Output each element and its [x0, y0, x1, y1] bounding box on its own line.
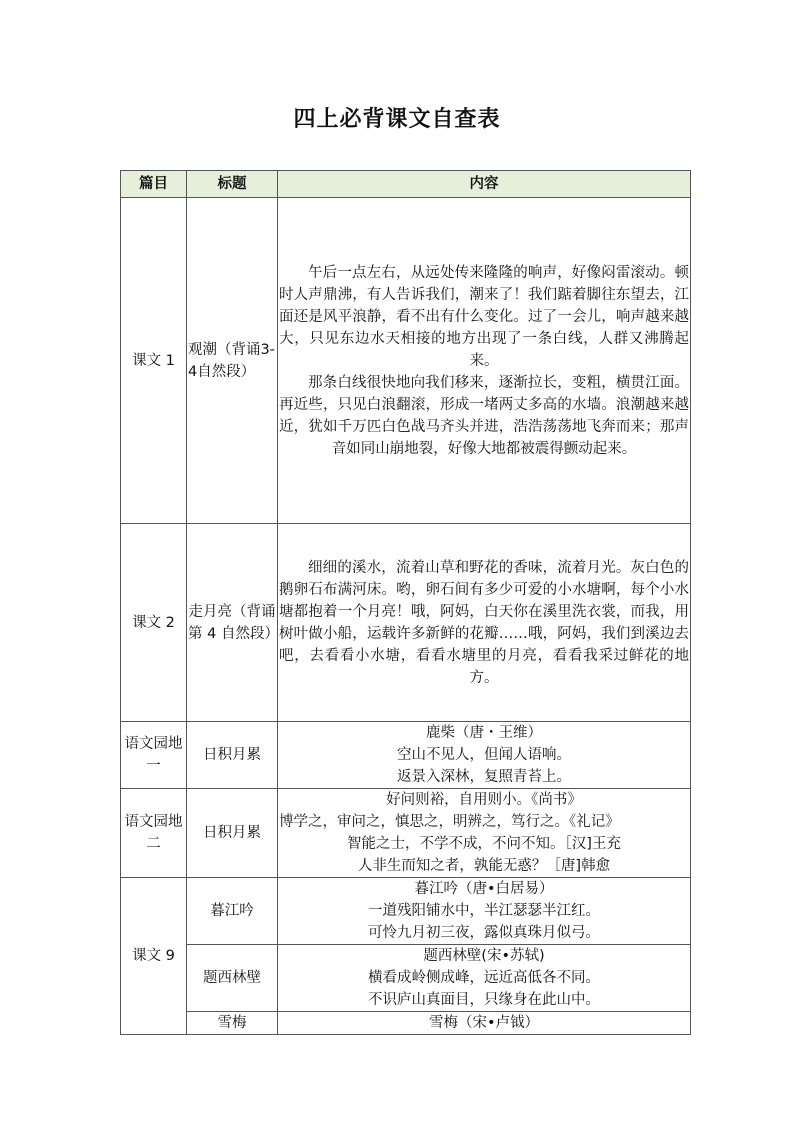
title-cell: 日积月累 — [187, 722, 278, 789]
checklist-table — [120, 170, 691, 1035]
header-title: 标题 — [187, 171, 278, 198]
poem-line: 可怜九月初三夜，露似真珠月似弓。 — [368, 925, 600, 941]
page-title: 四上必背课文自查表 — [293, 107, 501, 132]
title-cell: 观潮（背诵3-4自然段） — [187, 198, 278, 524]
content-cell — [278, 198, 691, 524]
title-cell: 走月亮（背诵第 4 自然段） — [187, 524, 278, 722]
poem-line: 不识庐山真面目，只缘身在此山中。 — [368, 992, 600, 1008]
title-cell: 题西林壁 — [187, 945, 278, 1012]
header-section: 篇目 — [121, 171, 187, 198]
poem-line: 返景入深林，复照青苔上。 — [397, 769, 571, 785]
quote-line: 博学之，审问之，慎思之，明辨之，笃行之。《礼记》 — [279, 814, 620, 830]
poem-line: 一道残阳铺水中，半江瑟瑟半江红。 — [368, 903, 600, 919]
title-cell: 雪梅 — [187, 1012, 278, 1035]
table-row — [121, 1012, 691, 1035]
section-cell: 语文园地二 — [121, 789, 187, 878]
poem-title: 题西林壁(宋•苏轼) — [423, 948, 545, 964]
quote-line: 智能之士，不学不成，不问不知。［汉]王充 — [347, 836, 621, 852]
quote-line: 人非生而知之者，孰能无惑？［唐]韩愈 — [357, 858, 611, 874]
quote-line: 好问则裕，自用则小。《尚书》 — [386, 792, 582, 808]
section-cell: 课文 1 — [121, 198, 187, 524]
section-cell: 课文 2 — [121, 524, 187, 722]
table-row — [121, 198, 691, 524]
content-cell — [278, 1012, 691, 1035]
table-header-row — [121, 171, 691, 198]
table-row — [121, 945, 691, 1012]
passage-paragraph: 午后一点左右，从远处传来隆隆的响声，好像闷雷滚动。顿时人声鼎沸，有人告诉我们，潮来了！我们踮着脚往东望去，江面还是风平浪静，看不出有什么变化。过了一会儿，响声越来越大，只见东边水天相接的地方出现了一条白线，人群又沸腾起来。 — [279, 264, 689, 369]
poem-title: 鹿柴（唐・王维） — [426, 725, 542, 741]
content-cell — [278, 789, 691, 878]
title-cell: 暮江吟 — [187, 878, 278, 945]
table-row — [121, 524, 691, 722]
table-row — [121, 789, 691, 878]
content-cell — [278, 878, 691, 945]
content-cell — [278, 945, 691, 1012]
section-cell: 课文 9 — [121, 878, 187, 1035]
table-row — [121, 878, 691, 945]
poem-title: 雪梅（宋•卢钺） — [428, 1015, 540, 1031]
passage-paragraph: 那条白线很快地向我们移来，逐渐拉长，变粗，横贯江面。再近些，只见白浪翻滚，形成一堵两丈多高的水墙。浪潮越来越近，犹如千万匹白色战马齐头并进，浩浩荡荡地飞奔而来；那声音如同山崩地裂，好像大地都被震得颤动起来。 — [279, 374, 689, 457]
poem-line: 空山不见人，但闻人语响。 — [397, 747, 571, 763]
header-content: 内容 — [278, 171, 691, 198]
content-cell — [278, 524, 691, 722]
title-cell: 日积月累 — [187, 789, 278, 878]
content-cell — [278, 722, 691, 789]
poem-title: 暮江吟（唐•白居易） — [414, 881, 554, 897]
poem-line: 横看成岭侧成峰，远近高低各不同。 — [368, 970, 600, 986]
passage-paragraph: 细细的溪水，流着山草和野花的香味，流着月光。灰白色的鹅卵石布满河床。哟，卵石间有多少可爱的小水塘啊，每个小水塘都抱着一个月亮！哦，阿妈，白天你在溪里洗衣裳，而我，用树叶做小船，运载许多新鲜的花瓣……哦，阿妈，我们到溪边去吧，去看看小水塘，看看水塘里的月亮，看看我采过鲜花的地方。 — [279, 559, 689, 686]
table-row — [121, 722, 691, 789]
section-cell: 语文园地一 — [121, 722, 187, 789]
